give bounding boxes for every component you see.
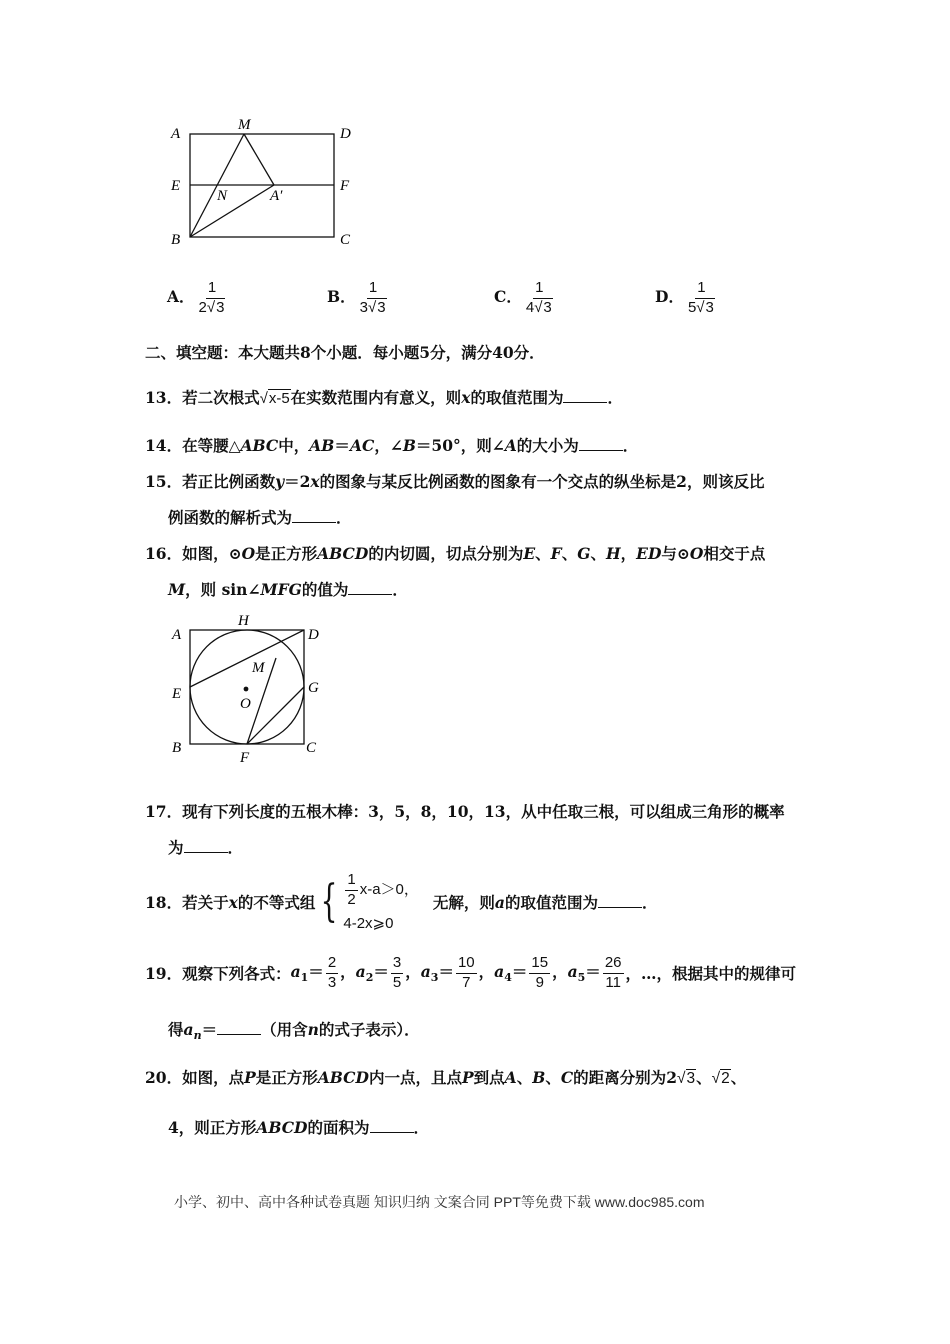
question-19-line-2: 得$a_n=$ （用含n的式子表示）．: [168, 1020, 420, 1043]
inequality-system: { $\frac{1}{2}$ x-a＞0， 4-2x⩾0: [320, 871, 419, 932]
label-O: O: [240, 696, 251, 712]
label-B: B: [172, 740, 182, 756]
sequence-term: ，$a_4=$ $\frac{15}{9}$: [478, 954, 549, 991]
label-D: D: [308, 627, 319, 643]
label-D: D: [340, 126, 351, 142]
fraction: $\frac{2}{3}$: [327, 954, 337, 991]
label-F: F: [340, 178, 350, 194]
sequence-term: $a_1=$ $\frac{2}{3}$: [290, 954, 337, 991]
option-a: A． $\frac{1}{2√3}$: [167, 279, 225, 316]
question-20-line-2: 4，则正方形ABCD的面积为 ．: [168, 1118, 430, 1137]
question-13: 13．若二次根式√x-5在实数范围内有意义，则x的取值范围为 ．: [145, 388, 623, 407]
question-20: 20．如图，点P是正方形ABCD内一点，且点P到点A、B、C的距离分别为2√3、√2、: [145, 1068, 747, 1087]
label-F: F: [240, 750, 250, 766]
label-A: A: [171, 126, 181, 142]
question-17-line-2: 为 ．: [168, 838, 244, 857]
fraction: $\frac{3}{5}$: [392, 954, 402, 991]
question-17: 17．现有下列长度的五根木棒：3，5，8，10，13，从中任取三根，可以组成三角形的概率: [145, 802, 785, 821]
label-B: B: [171, 232, 181, 248]
figure-rectangle-fold: [160, 112, 360, 252]
figure-square-incircle: [160, 608, 335, 768]
section-heading: 二、填空题：本大题共8个小题．每小题5分，满分40分．: [145, 343, 545, 362]
question-18: 18．若关于x的不等式组 { $\frac{1}{2}$ x-a＞0， 4-2x⩾0 无解，则a的取值范围为 ．: [145, 871, 658, 932]
sequence-term: ，$a_5=$ $\frac{26}{11}$: [552, 954, 622, 991]
option-d: D． $\frac{1}{5√3}$: [655, 279, 714, 316]
option-b: B． $\frac{1}{3√3}$: [327, 279, 386, 316]
fraction: $\frac{10}{7}$: [457, 954, 475, 991]
label-A: A: [172, 627, 182, 643]
label-H: H: [238, 613, 249, 629]
question-16-line-2: M，则 sin∠MFG的值为 ．: [168, 580, 408, 599]
question-15: 15．若正比例函数y＝2x的图象与某反比例函数的图象有一个交点的纵坐标是2，则该反比: [145, 472, 765, 491]
label-E: E: [171, 178, 181, 194]
label-E: E: [172, 686, 182, 702]
fraction: $\frac{26}{11}$: [604, 954, 622, 991]
label-G: G: [308, 680, 319, 696]
label-N: N: [217, 188, 228, 204]
footer-text: 小学、初中、高中各种试卷真题 知识归纳 文案合同 PPT等免费下载 www.doc985.com: [174, 1194, 705, 1210]
question-15-line-2: 例函数的解析式为 ．: [168, 508, 352, 527]
sequence-term: ，$a_2=$ $\frac{3}{5}$: [340, 954, 402, 991]
question-19: 19．观察下列各式：$a_1=$ $\frac{2}{3}$ ，$a_2=$ $\frac{3}{5}$ ，$a_3=$ $\frac{10}{7}$ ，$a_4=$ $\frac{15}{9}$ ，$a_5=$ $\frac{26}{11}$ ，…，根据其中的规律可: [145, 954, 797, 991]
sequence-term: ，$a_3=$ $\frac{10}{7}$: [405, 954, 475, 991]
question-14: 14．在等腰△ABC中，AB＝AC，∠B＝50°，则∠A的大小为 ．: [145, 436, 639, 455]
label-C: C: [340, 232, 351, 248]
question-16: 16．如图，⊙O是正方形ABCD的内切圆，切点分别为E、F、G、H，ED与⊙O相交于点: [145, 544, 766, 563]
label-M: M: [252, 660, 265, 676]
label-A-prime: A′: [270, 188, 283, 204]
label-M: M: [238, 117, 251, 133]
label-C: C: [306, 740, 317, 756]
option-c: C． $\frac{1}{4√3}$: [494, 279, 552, 316]
fraction: $\frac{15}{9}$: [531, 954, 549, 991]
